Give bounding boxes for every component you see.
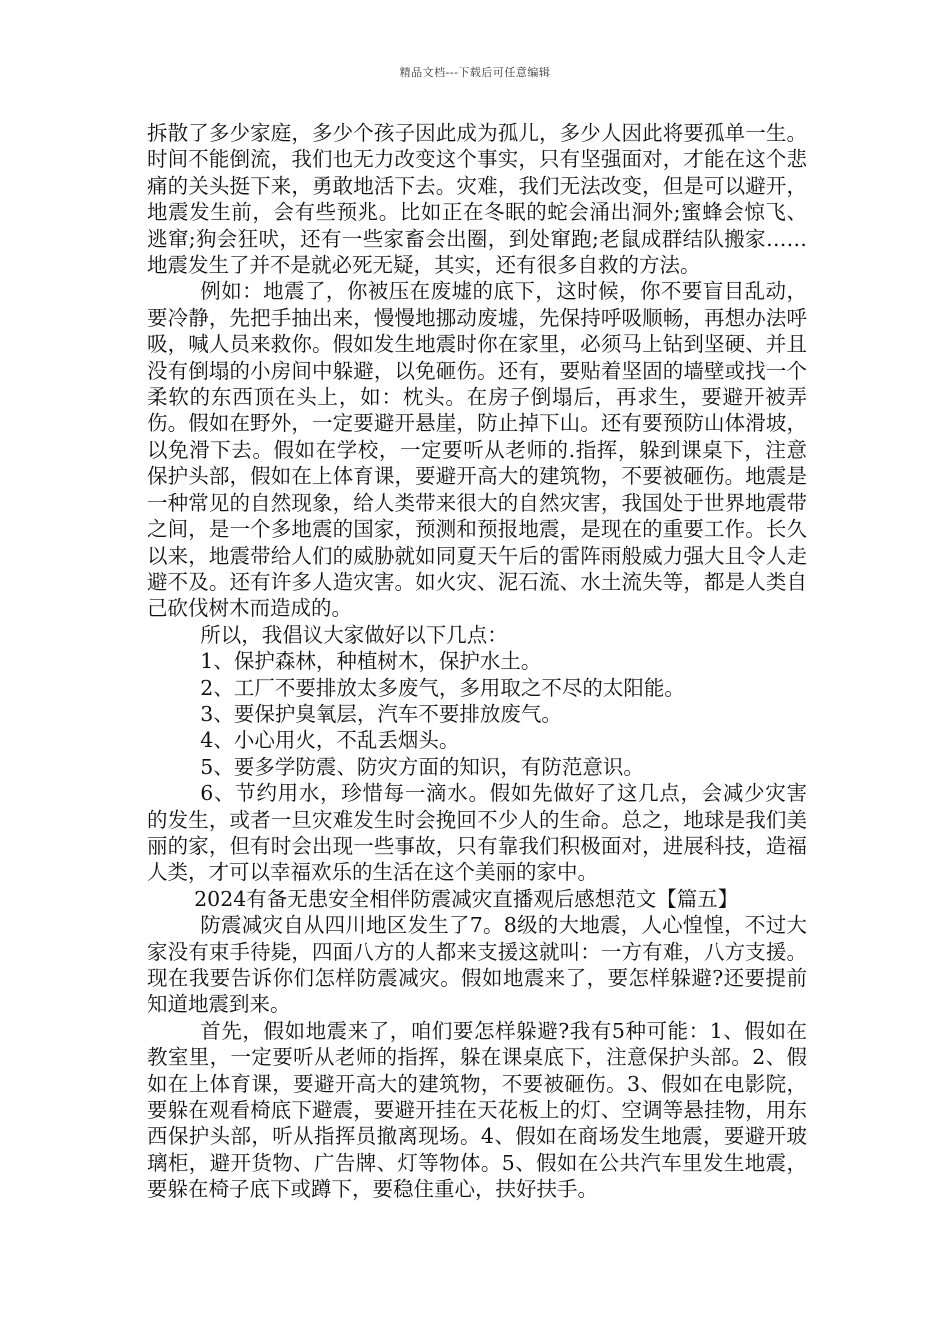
- list-item: 6、节约用水，珍惜每一滴水。假如先做好了这几点，会减少灾害的发生，或者一旦灾难发生时会挽回不少人的生命。总之，地球是我们美丽的家，但有时会出现一些事故，只有靠我们积极面对，进展科技，造福人类，才可以幸福欢乐的生活在这个美丽的家中。: [147, 781, 807, 885]
- paragraph-continuation: 拆散了多少家庭，多少个孩子因此成为孤儿，多少人因此将要孤单一生。时间不能倒流，我们也无力改变这个事实，只有坚强面对，才能在这个悲痛的关头挺下来，勇敢地活下去。灾难，我们无法改变，但是可以避开，地震发生前，会有些预兆。比如正在冬眠的蛇会涌出洞外;蜜蜂会惊飞、逃窜;狗会狂吠，还有一些家畜会出圈，到处窜跑;老鼠成群结队搬家……地震发生了并不是就必死无疑，其实，还有很多自救的方法。: [147, 121, 807, 278]
- paragraph-example: 例如：地震了，你被压在废墟的底下，这时候，你不要盲目乱动，要冷静，先把手抽出来，慢慢地挪动废墟，先保持呼吸顺畅，再想办法呼吸，喊人员来救你。假如发生地震时你在家里，必须马上钻到坚硬、并且没有倒塌的小房间中躲避，以免砸伤。还有，要贴着坚固的墙壁或找一个柔软的东西顶在头上，如：枕头。在房子倒塌后，再求生，要避开被弄伤。假如在野外，一定要避开悬崖，防止掉下山。还有要预防山体滑坡，以免滑下去。假如在学校，一定要听从老师的.指挥，躲到课桌下，注意保护头部，假如在上体育课，要避开高大的建筑物，不要被砸伤。地震是一种常见的自然现象，给人类带来很大的自然灾害，我国处于世界地震带之间，是一个多地震的国家，预测和预报地震，是现在的重要工作。长久以来，地震带给人们的威胁就如同夏天午后的雷阵雨般威力强大且令人走避不及。还有许多人造灾害。如火灾、泥石流、水土流失等，都是人类自己砍伐树木而造成的。: [147, 279, 807, 621]
- paragraph-proposal: 所以，我倡议大家做好以下几点：: [200, 622, 508, 647]
- page-header: 精品文档---下载后可任意编辑: [399, 66, 551, 79]
- paragraph-section-intro: 防震减灾自从四川地区发生了7。8级的大地震，人心惶惶，不过大家没有束手待毙，四面八方的人都来支援这就叫：一方有难，八方支援。现在我要告诉你们怎样防震减灾。假如地震来了，要怎样躲避?还要提前知道地震到来。: [147, 913, 807, 1017]
- paragraph-tips: 首先，假如地震来了，咱们要怎样躲避?我有5种可能：1、假如在教室里，一定要听从老师的指挥，躲在课桌底下，注意保护头部。2、假如在上体育课，要避开高大的建筑物，不要被砸伤。3、假如在电影院，要躲在观看椅底下避震，要避开挂在天花板上的灯、空调等悬挂物，用东西保护头部，听从指挥员撤离现场。4、假如在商场发生地震，要避开玻璃柜，避开货物、广告牌、灯等物体。5、假如在公共汽车里发生地震，要躲在椅子底下或蹲下，要稳住重心，扶好扶手。: [147, 1018, 807, 1202]
- list-item: 2、工厂不要排放太多废气，多用取之不尽的太阳能。: [200, 675, 685, 700]
- list-item: 5、要多学防震、防灾方面的知识，有防范意识。: [200, 754, 644, 779]
- list-item: 3、要保护臭氧层，汽车不要排放废气。: [200, 701, 562, 726]
- section-title: 2024有备无患安全相伴防震减灾直播观后感想范文【篇五】: [194, 886, 739, 911]
- list-item: 4、小心用火，不乱丢烟头。: [200, 728, 460, 753]
- list-item: 1、保护森林，种植树木，保护水土。: [200, 649, 542, 674]
- document-body: [147, 120, 807, 1203]
